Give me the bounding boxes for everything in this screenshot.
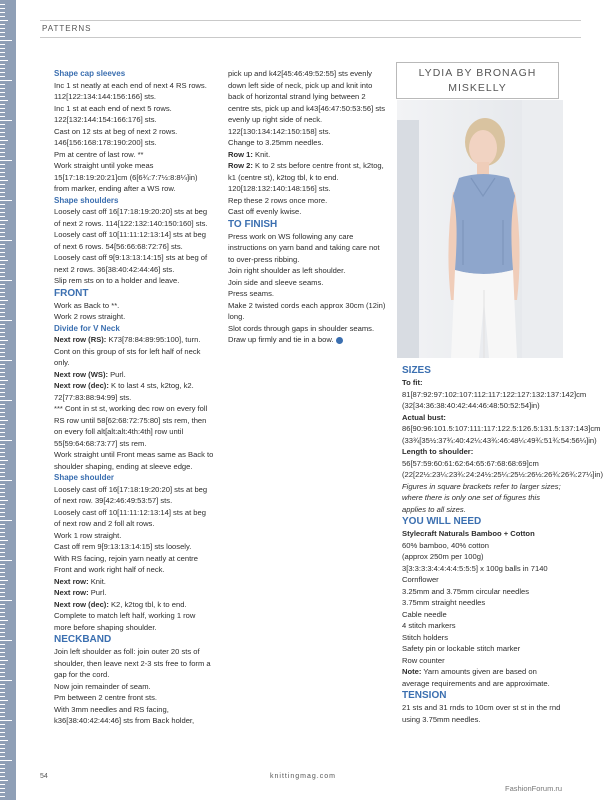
ruler-tick — [0, 400, 12, 401]
ruler-tick — [0, 24, 5, 25]
ruler-tick — [0, 692, 5, 693]
text: Work 2 rows straight. — [54, 312, 126, 321]
ruler-tick — [0, 472, 5, 473]
ruler-tick — [0, 12, 5, 13]
ruler-tick — [0, 668, 5, 669]
ruler-tick — [0, 72, 5, 73]
ruler-tick — [0, 384, 5, 385]
ruler-tick — [0, 424, 5, 425]
ruler-tick — [0, 452, 5, 453]
ruler-tick — [0, 724, 5, 725]
ruler-tick — [0, 756, 5, 757]
ruler-tick — [0, 220, 8, 221]
site-url: knittingmag.com — [270, 773, 336, 780]
ruler-tick — [0, 640, 12, 641]
text: Inc 1 st at each end of next 5 rows. 122[132:144:154:166:176] sts. — [54, 103, 172, 124]
ruler-tick — [0, 36, 5, 37]
ruler-tick — [0, 128, 5, 129]
ruler-tick — [0, 752, 5, 753]
text: Next row (dec): K2, k2tog tbl, k to end. — [54, 599, 187, 609]
ruler-tick — [0, 440, 12, 441]
ruler-tick — [0, 508, 5, 509]
text: Actual bust: 86[90:96:101.5:107:111:117:122.5:126.5:131.5:137:143]cm (33¾[35½:37¾:40:42¼:43¾:46:48¼:49¾:51¾:54:56¼]in) — [402, 412, 601, 445]
ruler-tick — [0, 432, 5, 433]
ruler-tick — [0, 228, 5, 229]
text: 3.25mm and 3.75mm circular needles — [402, 586, 530, 596]
ruler-tick — [0, 456, 5, 457]
ruler-tick — [0, 532, 5, 533]
ruler-tick — [0, 792, 5, 793]
ruler-tick — [0, 600, 12, 601]
column-2 — [228, 68, 386, 346]
text: *** Cont in st st, working dec row on every foll RS row until 58[62:68:72:75:80] sts rem, then on every foll alt[alt:alt:4th:4th] row until 55[59:64:68:73:77] sts rem. — [54, 404, 208, 448]
text: (approx 250m per 100g) — [402, 552, 484, 561]
ruler-tick — [0, 736, 5, 737]
ruler-tick — [0, 276, 5, 277]
ruler-tick — [0, 256, 5, 257]
ruler-tick — [0, 632, 5, 633]
text: Cont on this group of sts for left half of neck only. — [54, 346, 201, 367]
text: 60% bamboo, 40% cotton — [402, 540, 489, 550]
end-mark-icon — [336, 337, 343, 344]
ruler-tick — [0, 412, 5, 413]
ruler-tick — [0, 344, 5, 345]
ruler-tick — [0, 272, 5, 273]
text: Cast off evenly kwise. — [228, 207, 302, 216]
text: Work straight until Front meas same as Back to shoulder shaping, ending at sleeve edge. — [54, 450, 214, 471]
ruler-tick — [0, 16, 5, 17]
ruler-tick — [0, 184, 5, 185]
ruler-tick — [0, 88, 5, 89]
text: Rep these 2 rows once more. — [228, 195, 328, 205]
ruler-tick — [0, 776, 5, 777]
title-line-1: LYDIA BY BRONAGH — [418, 67, 537, 79]
heading-neckband: NECKBAND — [54, 634, 112, 645]
text: Pm between 2 centre front sts. — [54, 693, 157, 702]
ruler-tick — [0, 308, 5, 309]
ruler-tick — [0, 196, 5, 197]
text: Make 2 twisted cords each approx 30cm (12in) long. — [228, 300, 386, 321]
ruler-tick — [0, 380, 8, 381]
ruler-tick — [0, 784, 5, 785]
text: Now join remainder of seam. — [54, 681, 151, 691]
text: Join side and sleeve seams. — [228, 277, 324, 287]
text: Next row: Purl. — [54, 588, 107, 597]
ruler-tick — [0, 568, 5, 569]
ruler-tick — [0, 684, 5, 685]
ruler-tick — [0, 592, 5, 593]
ruler-tick — [0, 120, 12, 121]
heading-you-will-need: YOU WILL NEED — [402, 516, 482, 527]
ruler-tick — [0, 132, 5, 133]
ruler-tick — [0, 20, 8, 21]
text: Work straight until yoke meas 15[17:18:19:20:21]cm (6[6¾:7:7½:8:8¼]in) from marker, ending after a WS row. — [54, 161, 198, 193]
text: Safety pin or lockable stitch marker — [402, 644, 521, 653]
ruler-tick — [0, 540, 8, 541]
text: Slip rem sts on to a holder and leave. — [54, 276, 180, 285]
ruler-tick — [0, 408, 5, 409]
ruler-tick — [0, 448, 5, 449]
text: Change to 3.25mm needles. — [228, 138, 324, 147]
ruler-tick — [0, 232, 5, 233]
text: Next row (dec): K to last 4 sts, k2tog, k2. 72[77:83:88:94:99] sts. — [54, 381, 194, 402]
text: 3.75mm straight needles — [402, 598, 486, 607]
ruler-tick — [0, 604, 5, 605]
ruler-tick — [0, 364, 5, 365]
ruler-tick — [0, 304, 5, 305]
text: Work as Back to **. — [54, 300, 120, 310]
ruler-tick — [0, 780, 8, 781]
text: Complete to match left half, working 1 row more before shaping shoulder. — [54, 611, 196, 632]
ruler-tick — [0, 772, 5, 773]
ruler-tick — [0, 260, 8, 261]
text: 21 sts and 31 rnds to 10cm over st st in the rnd using 3.75mm needles. — [402, 703, 561, 724]
ruler-tick — [0, 696, 5, 697]
text: Loosely cast off 16[17:18:19:20:20] sts at beg of next 2 rows. 114[122:132:140:150:160] sts. — [54, 207, 208, 228]
heading-divide: Divide for V Neck — [54, 323, 120, 333]
ruler-tick — [0, 200, 12, 201]
section-label: PATTERNS — [42, 24, 92, 33]
ruler-tick — [0, 580, 8, 581]
heading-shape-shoulder: Shape shoulder — [54, 473, 115, 482]
ruler-tick — [0, 316, 5, 317]
ruler-tick — [0, 80, 12, 81]
ruler-tick — [0, 732, 5, 733]
ruler-tick — [0, 284, 5, 285]
ruler-tick — [0, 548, 5, 549]
ruler-tick — [0, 212, 5, 213]
ruler-tick — [0, 32, 5, 33]
ruler-tick — [0, 336, 5, 337]
ruler-tick — [0, 760, 12, 761]
ruler-tick — [0, 372, 5, 373]
text: Stylecraft Naturals Bamboo + Cotton — [402, 529, 535, 538]
ruler-tick — [0, 556, 5, 557]
ruler-tick — [0, 624, 5, 625]
ruler-tick — [0, 544, 5, 545]
ruler-tick — [0, 656, 5, 657]
heading-to-finish: TO FINISH — [228, 218, 278, 230]
text: Cast off rem 9[9:13:13:14:15] sts loosely. — [54, 542, 192, 551]
ruler-tick — [0, 396, 5, 397]
ruler-tick — [0, 48, 5, 49]
ruler-tick — [0, 312, 5, 313]
ruler-tick — [0, 236, 5, 237]
ruler-tick — [0, 788, 5, 789]
ruler-tick — [0, 468, 5, 469]
ruler-tick — [0, 60, 8, 61]
text: 4 stitch markers — [402, 621, 456, 630]
text: Cast on 12 sts at beg of next 2 rows. 146[156:168:178:190:200] sts. — [54, 126, 178, 147]
ruler-tick — [0, 264, 5, 265]
ruler-tick — [0, 288, 5, 289]
text: Next row (RS): K73[78:84:89:95:100], turn. — [54, 335, 201, 344]
ruler-tick — [0, 560, 12, 561]
text: Row 1: Knit. — [228, 149, 271, 159]
ruler-tick — [0, 204, 5, 205]
ruler-tick — [0, 796, 5, 797]
ruler-tick — [0, 744, 5, 745]
title-line-2: MISKELLY — [448, 82, 507, 94]
heading-tension: TENSION — [402, 690, 447, 701]
text: Length to shoulder: 56[57:59:60:61:62:64:65:67:68:68:69]cm (22[22½:23¼:23¾:24:24½:25¼:25½:26½:26¾:26¾:27¼]in) — [402, 447, 603, 479]
text: Next row: Knit. — [54, 576, 106, 586]
ruler-tick — [0, 416, 5, 417]
ruler-tick — [0, 168, 5, 169]
ruler-tick — [0, 596, 5, 597]
ruler-tick — [0, 768, 5, 769]
ruler-tick — [0, 28, 5, 29]
ruler-tick — [0, 68, 5, 69]
text: Draw up firmly and tie in a bow. — [228, 334, 386, 346]
heading-front: FRONT — [54, 287, 89, 299]
ruler-tick — [0, 676, 5, 677]
ruler-tick — [0, 112, 5, 113]
ruler-tick — [0, 108, 5, 109]
ruler-tick — [0, 588, 5, 589]
text: Loosely cast off 16[17:18:19:20:20] sts at beg of next row. 39[42:46:49:53:57] sts. — [54, 484, 208, 505]
ruler-tick — [0, 156, 5, 157]
text: Join right shoulder as left shoulder. — [228, 266, 346, 275]
ruler-tick — [0, 636, 5, 637]
ruler-tick — [0, 64, 5, 65]
ruler-tick — [0, 444, 5, 445]
text: Row counter — [402, 655, 445, 665]
ruler-tick — [0, 460, 8, 461]
ruler-tick — [0, 56, 5, 57]
ruler-tick — [0, 4, 5, 5]
text: Loosely cast off 10[11:11:12:13:14] sts at beg of next 6 rows. 54[56:66:68:72:76] sts. — [54, 230, 206, 251]
ruler-tick — [0, 664, 5, 665]
ruler-tick — [0, 376, 5, 377]
ruler-tick — [0, 572, 5, 573]
ruler-tick — [0, 356, 5, 357]
ruler-tick — [0, 480, 12, 481]
ruler-tick — [0, 44, 5, 45]
ruler-tick — [0, 248, 5, 249]
ruler-tick — [0, 140, 8, 141]
ruler-tick — [0, 672, 5, 673]
header-rule-bottom — [40, 37, 581, 38]
ruler-tick — [0, 428, 5, 429]
ruler-tick — [0, 712, 5, 713]
text: Press work on WS following any care instructions on yarn band and taking care not to over-press ribbing. — [228, 231, 380, 264]
ruler-tick — [0, 208, 5, 209]
ruler-tick — [0, 420, 8, 421]
ruler-tick — [0, 136, 5, 137]
measuring-ruler — [0, 0, 16, 800]
ruler-tick — [0, 716, 5, 717]
ruler-tick — [0, 268, 5, 269]
ruler-tick — [0, 84, 5, 85]
ruler-tick — [0, 628, 5, 629]
ruler-tick — [0, 704, 5, 705]
text: Loosely cast off 10[11:11:12:13:14] sts at beg of next row and 2 foll alt rows. — [54, 507, 206, 528]
ruler-tick — [0, 192, 5, 193]
ruler-tick — [0, 536, 5, 537]
ruler-tick — [0, 144, 5, 145]
ruler-tick — [0, 8, 5, 9]
page-number: 54 — [40, 773, 48, 780]
text: Note: Yarn amounts given are based on average requirements and are approximate. — [402, 667, 550, 688]
text: pick up and k42[45:46:49:52:55] sts evenly down left side of neck, pick up and knit into back of horizontal strand lying between 2 centre sts, pick up and k43[46:47:50:53:56] sts evenly up right side of neck. 122[130:134:142:150:158] sts. — [228, 69, 386, 136]
ruler-tick — [0, 584, 5, 585]
ruler-tick — [0, 552, 5, 553]
ruler-tick — [0, 564, 5, 565]
text: Work 1 row straight. — [54, 530, 122, 540]
ruler-tick — [0, 404, 5, 405]
heading-shape-cap: Shape cap sleeves — [54, 69, 126, 78]
ruler-tick — [0, 576, 5, 577]
text: Row 2: K to 2 sts before centre front st, k2tog, k1 (centre st), k2tog tbl, k to end. 120[128:132:140:148:156] sts. — [228, 161, 384, 193]
text: Inc 1 st neatly at each end of next 4 RS rows. 112[122:134:144:156:166] sts. — [54, 80, 207, 101]
ruler-tick — [0, 748, 5, 749]
column-3 — [402, 364, 603, 725]
ruler-tick — [0, 280, 12, 281]
ruler-tick — [0, 648, 5, 649]
ruler-tick — [0, 76, 5, 77]
text: Cable needle — [402, 609, 447, 619]
ruler-tick — [0, 740, 8, 741]
text: With 3mm needles and RS facing, k36[38:40:42:44:46] sts from Back holder, — [54, 704, 195, 725]
heading-shape-shoulders: Shape shoulders — [54, 195, 119, 205]
ruler-tick — [0, 180, 8, 181]
ruler-tick — [0, 368, 5, 369]
ruler-tick — [0, 292, 5, 293]
ruler-tick — [0, 148, 5, 149]
ruler-tick — [0, 216, 5, 217]
ruler-tick — [0, 124, 5, 125]
ruler-tick — [0, 608, 5, 609]
ruler-tick — [0, 504, 5, 505]
text: With RS facing, rejoin yarn neatly at centre Front and work right half of neck. — [54, 553, 198, 574]
ruler-tick — [0, 320, 12, 321]
ruler-tick — [0, 520, 12, 521]
ruler-tick — [0, 388, 5, 389]
ruler-tick — [0, 352, 5, 353]
ruler-tick — [0, 160, 12, 161]
ruler-tick — [0, 484, 5, 485]
ruler-tick — [0, 660, 8, 661]
ruler-tick — [0, 172, 5, 173]
text: Next row (WS): Purl. — [54, 369, 126, 379]
ruler-tick — [0, 708, 5, 709]
ruler-tick — [0, 496, 5, 497]
ruler-tick — [0, 488, 5, 489]
ruler-tick — [0, 244, 5, 245]
ruler-tick — [0, 164, 5, 165]
ruler-tick — [0, 188, 5, 189]
ruler-tick — [0, 524, 5, 525]
ruler-tick — [0, 152, 5, 153]
text: 3[3:3:3:3:4:4:4:4:5:5:5] x 100g balls in 7140 Cornflower — [402, 563, 548, 584]
ruler-tick — [0, 528, 5, 529]
ruler-tick — [0, 300, 8, 301]
ruler-tick — [0, 324, 5, 325]
ruler-tick — [0, 96, 5, 97]
ruler-tick — [0, 224, 5, 225]
ruler-tick — [0, 176, 5, 177]
ruler-tick — [0, 328, 5, 329]
ruler-tick — [0, 296, 5, 297]
ruler-tick — [0, 652, 5, 653]
ruler-tick — [0, 340, 8, 341]
text: Figures in square brackets refer to larger sizes; where there is only one set of figures this applies to all sizes. — [402, 481, 561, 514]
ruler-tick — [0, 116, 5, 117]
header-rule — [40, 20, 581, 21]
text: Pm at centre of last row. ** — [54, 149, 144, 159]
ruler-tick — [0, 104, 5, 105]
ruler-tick — [0, 644, 5, 645]
ruler-tick — [0, 616, 5, 617]
ruler-tick — [0, 40, 12, 41]
ruler-tick — [0, 360, 12, 361]
text: Join left shoulder as foll: join outer 20 sts of shoulder, then leave next 2-3 sts free to form a gap for the cord. — [54, 647, 211, 679]
ruler-tick — [0, 240, 12, 241]
ruler-tick — [0, 52, 5, 53]
ruler-tick — [0, 492, 5, 493]
ruler-tick — [0, 516, 5, 517]
ruler-tick — [0, 476, 5, 477]
ruler-tick — [0, 680, 12, 681]
text: Slot cords through gaps in shoulder seams. — [228, 323, 375, 333]
watermark: FashionForum.ru — [505, 784, 563, 793]
model-photo — [397, 100, 563, 358]
text: Stitch holders — [402, 632, 449, 642]
text: To fit: 81[87:92:97:102:107:112:117:122:127:132:137:142]cm (32[34:36:38:40:42:44:46:48:50:52:54]in) — [402, 378, 587, 410]
ruler-tick — [0, 612, 5, 613]
ruler-tick — [0, 764, 5, 765]
ruler-tick — [0, 688, 5, 689]
pattern-title — [396, 62, 559, 99]
column-1 — [54, 68, 214, 727]
heading-sizes: SIZES — [402, 365, 431, 376]
ruler-tick — [0, 252, 5, 253]
model-illustration — [397, 100, 563, 358]
ruler-tick — [0, 436, 5, 437]
ruler-tick — [0, 728, 5, 729]
ruler-tick — [0, 392, 5, 393]
ruler-tick — [0, 620, 8, 621]
text: Press seams. — [228, 289, 274, 298]
ruler-tick — [0, 92, 5, 93]
ruler-tick — [0, 700, 8, 701]
ruler-tick — [0, 464, 5, 465]
text: Loosely cast off 9[9:13:13:14:15] sts at beg of next 2 rows. 36[38:40:42:44:46] sts. — [54, 253, 208, 274]
ruler-tick — [0, 332, 5, 333]
ruler-tick — [0, 720, 12, 721]
ruler-tick — [0, 512, 5, 513]
ruler-tick — [0, 100, 8, 101]
ruler-tick — [0, 348, 5, 349]
ruler-tick — [0, 500, 8, 501]
